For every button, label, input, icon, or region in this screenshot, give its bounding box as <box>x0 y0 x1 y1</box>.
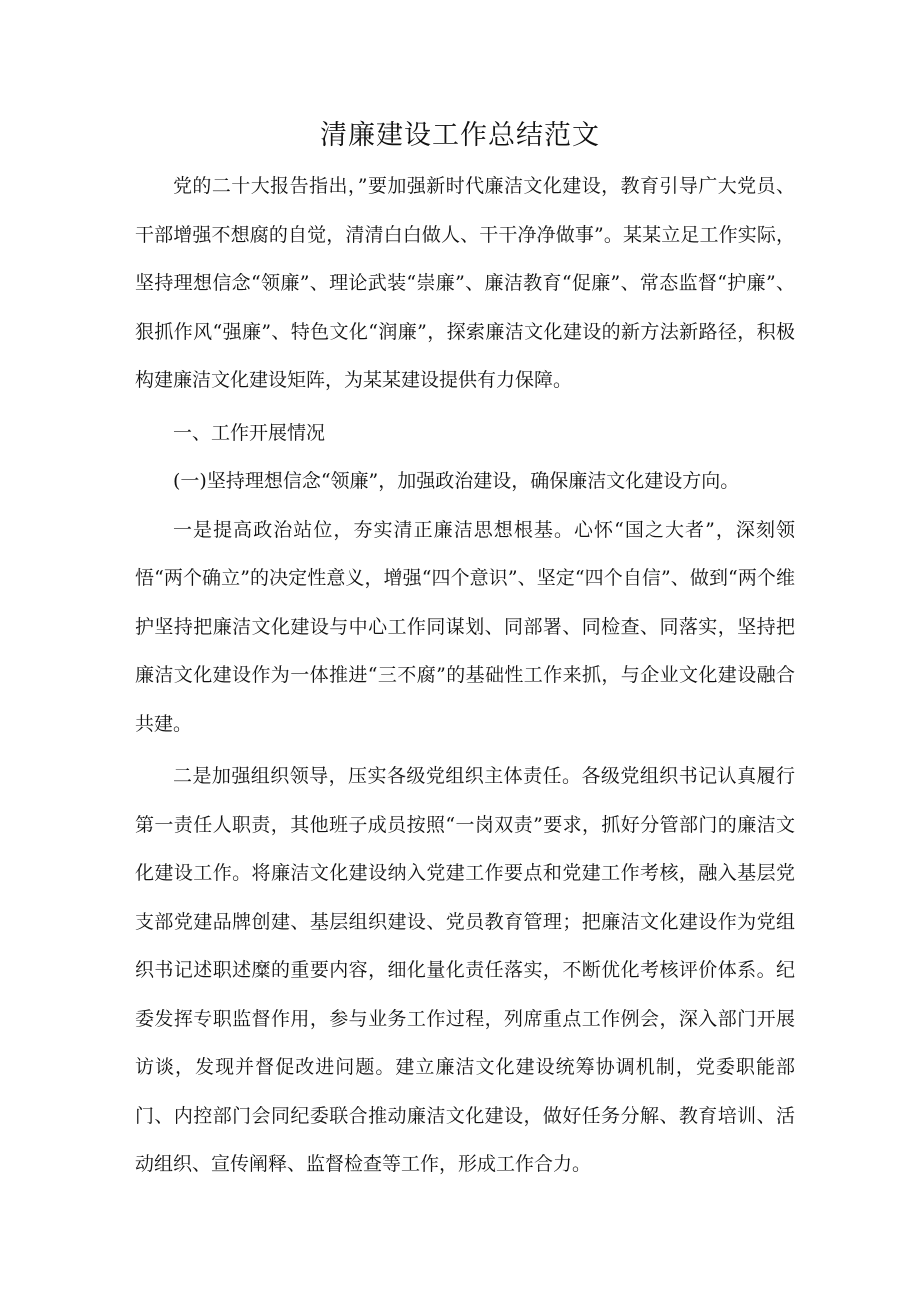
document-body <box>135 162 795 1189</box>
intro-paragraph: 党的二十大报告指出，”要加强新时代廉洁文化建设，教育引导广大党员、干部增强不想腐的自觉，清清白白做人、干干净净做事”。某某立足工作实际，坚持理想信念“领廉”、理论武装“崇廉”、廉洁教育“促廉”、常态监督“护廉”、狠抓作风“强廉”、特色文化“润廉”，探索廉洁文化建设的新方法新路径，积极构建廉洁文化建设矩阵，为某某建设提供有力保障。 <box>135 175 795 391</box>
document-title: 清廉建设工作总结范文 <box>320 120 600 151</box>
body-paragraph-1: 一是提高政治站位，夯实清正廉洁思想根基。心怀“国之大者”，深刻领悟“两个确立”的决定性意义，增强“四个意识”、坚定“四个自信”、做到“两个维护坚持把廉洁文化建设与中心工作同谋划、同部署、同检查、同落实，坚持把廉洁文化建设作为一体推进“三不腐”的基础性工作来抓，与企业文化建设融合共建。 <box>135 518 795 735</box>
body-paragraph-2: 二是加强组织领导，压实各级党组织主体责任。各级党组织书记认真履行第一责任人职责，其他班子成员按照“一岗双责”要求，抓好分管部门的廉洁文化建设工作。将廉洁文化建设纳入党建工作要点和党建工作考核，融入基层党支部党建品牌创建、基层组织建设、党员教育管理；把廉洁文化建设作为党组织书记述职述糜的重要内容，细化量化责任落实，不断优化考核评价体系。纪委发挥专职监督作用，参与业务工作过程，列席重点工作例会，深入部门开展访谈，发现并督促改进问题。建立廉洁文化建设统筹协调机制，党委职能部门、内控部门会同纪委联合推动廉洁文化建设，做好任务分解、教育培训、活动组织、宣传阐释、监督检查等工作，形成工作合力。 <box>135 765 795 1175</box>
subsection-heading: (一)坚持理想信念“领廉”，加强政治建设，确保廉洁文化建设方向。 <box>173 470 740 492</box>
section-heading: 一、工作开展情况 <box>173 421 326 444</box>
